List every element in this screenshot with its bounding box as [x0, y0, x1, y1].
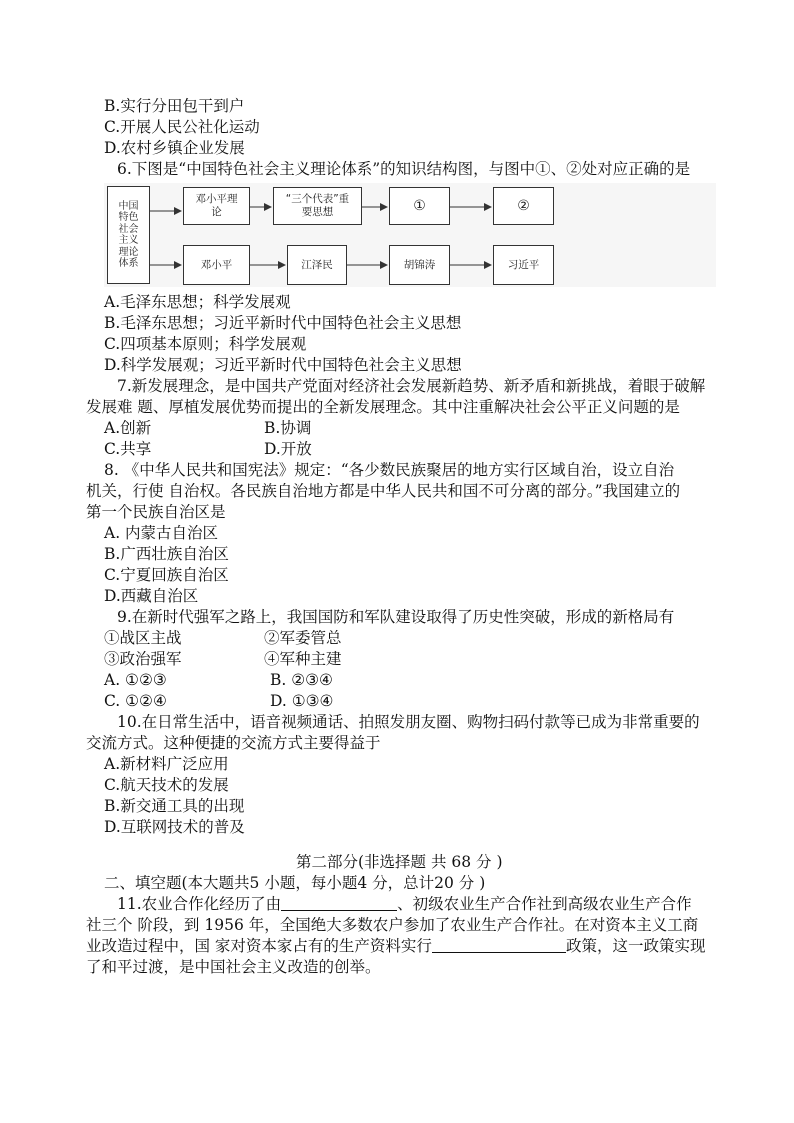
diagram-top-1: 邓小平理论	[183, 187, 250, 225]
q9-item-2: ②军委管总	[264, 629, 342, 647]
q8-option-b: B.广西壮族自治区	[104, 545, 229, 563]
q7-stem-line1: 7.新发展理念，是中国共产党面对经济社会发展新趋势、新矛盾和新挑战，着眼于破解	[117, 377, 706, 395]
q10-stem-line1: 10.在日常生活中，语音视频通话、拍照发朋友圈、购物扫码付款等已成为非常重要的	[117, 713, 700, 731]
q8-option-d: D.西藏自治区	[104, 587, 199, 605]
diagram-top-3: ①	[389, 187, 450, 225]
q11-line1-start: 11.农业合作化经历了由	[117, 895, 282, 913]
q11-line1-end: 、初级农业生产合作社到高级农业生产合作	[397, 895, 692, 913]
q10-option-b: B.新交通工具的出现	[104, 797, 245, 815]
q7-option-b: B.协调	[264, 419, 312, 437]
part2-title: 第二部分(非选择题 共 68 分 )	[296, 853, 503, 871]
q9-stem: 9.在新时代强军之路上，我国国防和军队建设取得了历史性突破，形成的新格局有	[117, 608, 675, 626]
q10-option-d: D.互联网技术的普及	[104, 818, 245, 836]
q8-option-c: C.宁夏回族自治区	[104, 566, 229, 584]
q7-stem-line2: 发展难 题、厚植发展优势而提出的全新发展理念。其中注重解决社会公平正义问题的是	[86, 398, 680, 416]
q10-option-a: A.新材料广泛应用	[104, 755, 229, 773]
q6-option-d: D.科学发展观；习近平新时代中国特色社会主义思想	[104, 356, 462, 374]
q11-blank-1[interactable]	[281, 895, 397, 911]
q11-line4: 了和平过渡，是中国社会主义改造的创举。	[86, 958, 381, 976]
q7-option-d: D.开放	[264, 440, 312, 458]
diagram-bottom-1: 邓小平	[183, 245, 250, 285]
diagram-bottom-4: 习近平	[493, 245, 554, 285]
q6-option-a: A.毛泽东思想；科学发展观	[104, 293, 291, 311]
q6-option-b: B.毛泽东思想；习近平新时代中国特色社会主义思想	[104, 314, 462, 332]
q5-option-c: C.开展人民公社化运动	[104, 118, 260, 136]
q7-option-c: C.共享	[104, 440, 152, 458]
diagram-bottom-2: 江泽民	[287, 245, 347, 285]
q8-option-a: A. 内蒙古自治区	[104, 524, 219, 542]
q9-option-a: A. ①②③	[104, 671, 167, 689]
q6-stem: 6.下图是“中国特色社会主义理论体系”的知识结构图，与图中①、②处对应正确的是	[117, 160, 691, 178]
q11-line3-end: 政策，这一政策实现	[565, 937, 706, 955]
q9-option-b: B. ②③④	[270, 671, 333, 689]
q8-stem-line3: 第一个民族自治区是	[86, 503, 226, 521]
section-fill-in-heading: 二、填空题(本大题共5 小题，每小题4 分，总计20 分 )	[104, 874, 486, 892]
q9-item-4: ④军种主建	[264, 650, 342, 668]
diagram-top-4: ②	[493, 187, 554, 225]
q7-option-a: A.创新	[104, 419, 152, 437]
q11-line1	[117, 894, 692, 914]
diagram-top-2: “三个代表”重要思想	[273, 187, 362, 225]
diagram-bottom-3: 胡锦涛	[389, 245, 450, 285]
q9-item-3: ③政治强军	[104, 650, 182, 668]
q6-option-c: C.四项基本原则；科学发展观	[104, 335, 307, 353]
q11-blank-2[interactable]	[432, 937, 566, 953]
q5-option-b: B.实行分田包干到户	[104, 97, 245, 115]
q8-stem-line1: 8. 《中华人民共和国宪法》规定：“各少数民族聚居的地方实行区域自治，设立自治	[104, 461, 675, 479]
q11-line3-start: 业改造过程中，国 家对资本家占有的生产资料实行	[86, 937, 432, 955]
q9-item-1: ①战区主战	[104, 629, 182, 647]
q11-line2: 社三个 阶段，到 1956 年，全国绝大多数农户参加了农业生产合作社。在对资本主义工商	[86, 916, 699, 934]
q9-option-d: D. ①③④	[270, 692, 334, 710]
theory-structure-diagram	[104, 183, 716, 287]
q10-stem-line2: 交流方式。这种便捷的交流方式主要得益于	[86, 734, 381, 752]
diagram-root-box: 中国特色社会主义理论体系	[107, 186, 150, 284]
q10-option-c: C.航天技术的发展	[104, 776, 229, 794]
q5-option-d: D.农村乡镇企业发展	[104, 139, 245, 157]
q8-stem-line2: 机关，行使 自治权。各民族自治地方都是中华人民共和国不可分离的部分。”我国建立的	[86, 482, 681, 500]
q9-option-c: C. ①②④	[104, 692, 167, 710]
q11-line3	[86, 936, 705, 956]
